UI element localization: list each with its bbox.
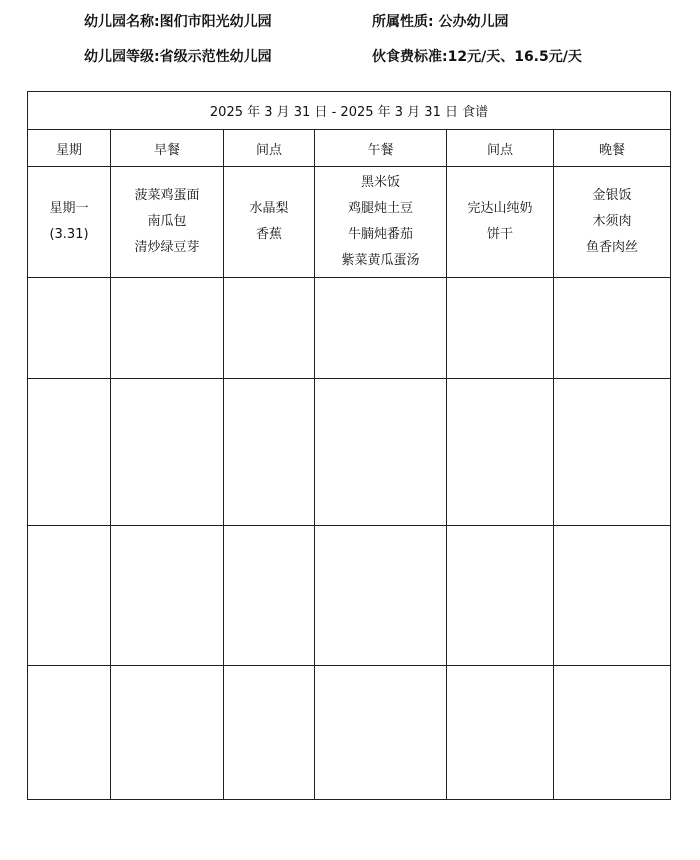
empty-cell [224,666,315,800]
empty-cell [315,666,447,800]
menu-item: 鱼香肉丝 [586,240,639,255]
empty-cell [554,278,671,379]
day-cell [28,167,111,278]
empty-cell [447,526,554,666]
empty-cell [28,666,111,800]
empty-cell [447,278,554,379]
kindergarten-level-value: 省级示范性幼儿园 [159,49,272,65]
empty-cell [447,666,554,800]
kindergarten-level-line [84,46,272,66]
kindergarten-level-label: 幼儿园等级: [84,49,160,65]
menu-item: 清炒绿豆芽 [134,240,200,255]
menu-item: 南瓜包 [147,214,187,229]
column-header-lunch: 午餐 [315,130,447,167]
kindergarten-nature-line [372,11,508,31]
table-row-empty [28,278,671,379]
menu-item: 水晶梨 [249,201,289,216]
empty-cell [111,278,224,379]
empty-cell [28,278,111,379]
weekly-menu-table [27,91,671,800]
kindergarten-nature-label: 所属性质: [372,14,434,30]
column-header-dinner: 晚餐 [554,130,671,167]
empty-cell [315,526,447,666]
menu-item: 黑米饭 [360,175,400,190]
meal-fee-value: 12元/天、16.5元/天 [447,49,582,65]
empty-cell [447,379,554,526]
menu-item: 鸡腿炖土豆 [347,201,413,216]
column-header-morning-snack: 间点 [224,130,315,167]
kindergarten-name-line [84,11,272,31]
menu-item: 金银饭 [592,188,632,203]
empty-cell [554,379,671,526]
empty-cell [111,379,224,526]
empty-cell [111,526,224,666]
meal-fee-label: 伙食费标准: [372,49,448,65]
lunch-cell [315,167,447,278]
morning-snack-cell [224,167,315,278]
empty-cell [28,526,111,666]
column-header-day: 星期 [28,130,111,167]
table-row-empty [28,666,671,800]
afternoon-snack-cell [447,167,554,278]
table-row [28,167,671,278]
table-row-empty [28,379,671,526]
menu-item: 木须肉 [592,214,632,229]
dinner-cell [554,167,671,278]
empty-cell [224,278,315,379]
meal-fee-line [372,46,582,66]
menu-item: 饼干 [486,227,513,242]
menu-item: 牛腩炖番茄 [347,227,413,242]
day-date: (3.31) [49,227,89,242]
column-header-afternoon-snack: 间点 [447,130,554,167]
menu-item: 菠菜鸡蛋面 [134,188,200,203]
empty-cell [224,379,315,526]
empty-cell [554,666,671,800]
column-header-row [28,130,671,167]
empty-cell [315,379,447,526]
empty-cell [554,526,671,666]
menu-item: 完达山纯奶 [467,201,533,216]
empty-cell [315,278,447,379]
empty-cell [224,526,315,666]
table-row-empty [28,526,671,666]
kindergarten-name-label: 幼儿园名称: [84,14,160,30]
column-header-breakfast: 早餐 [111,130,224,167]
day-name: 星期一 [49,201,89,216]
breakfast-cell [111,167,224,278]
menu-item: 香蕉 [255,227,282,242]
menu-item: 紫菜黄瓜蛋汤 [341,253,420,268]
kindergarten-name-value: 图们市阳光幼儿园 [159,14,272,30]
empty-cell [28,379,111,526]
menu-title: 2025 年 3 月 31 日 - 2025 年 3 月 31 日 食谱 [28,92,671,130]
empty-cell [111,666,224,800]
kindergarten-nature-value: 公办幼儿园 [438,14,509,30]
